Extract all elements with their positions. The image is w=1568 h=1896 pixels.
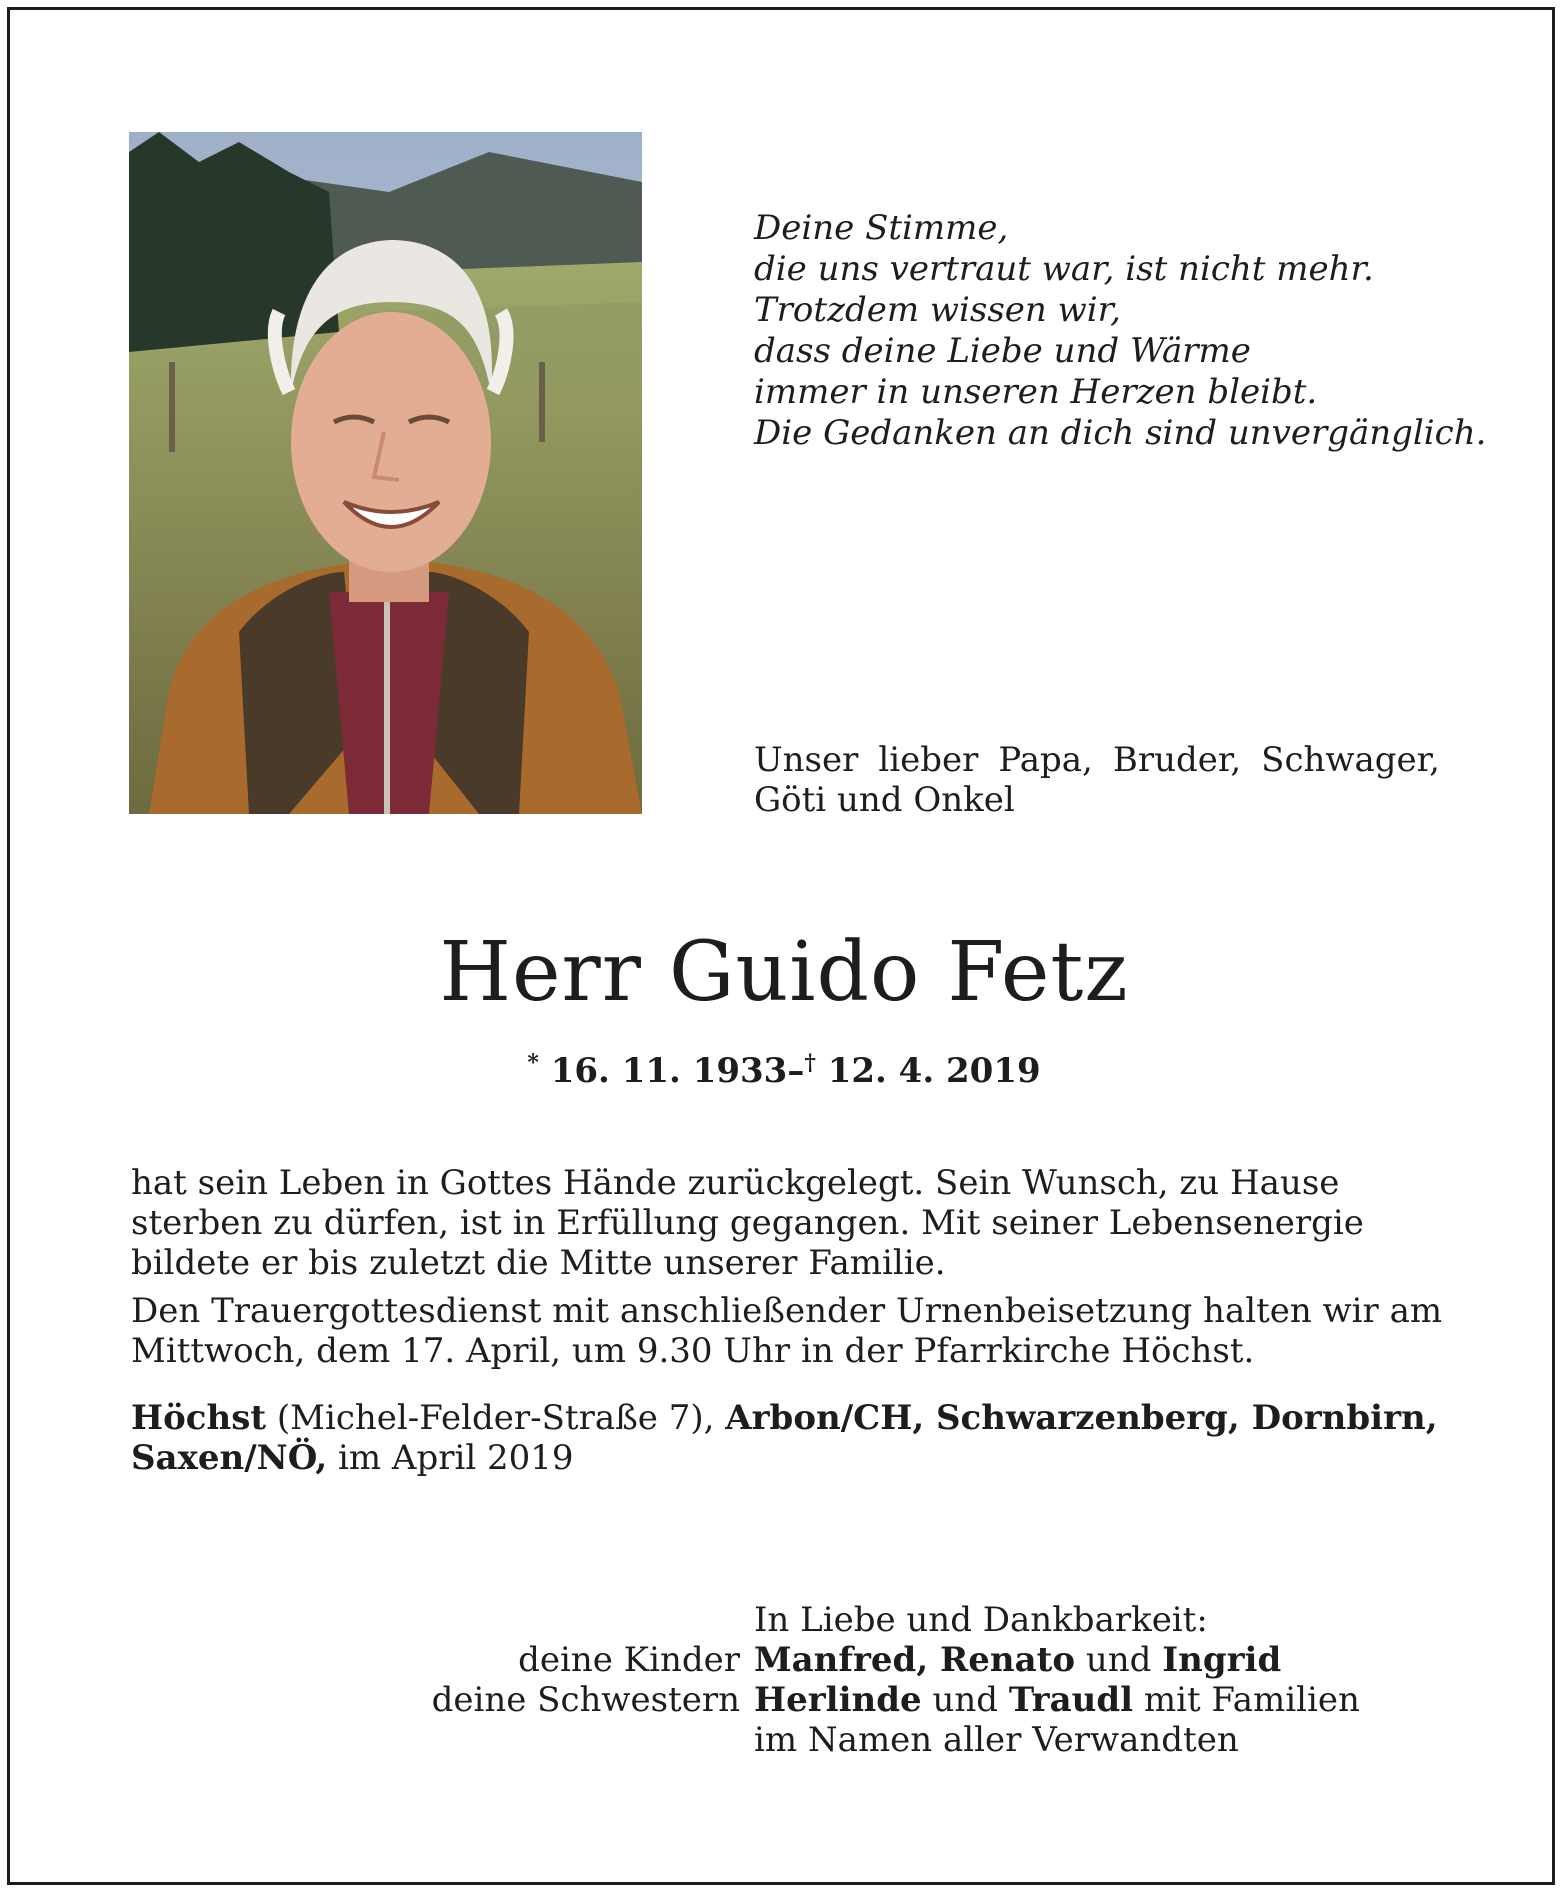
date-separator: – xyxy=(787,1051,805,1091)
sisters-label: deine Schwestern xyxy=(431,1680,740,1720)
poem-line: Die Gedanken an dich sind unvergänglich. xyxy=(754,413,1487,453)
deceased-name: Herr Guido Fetz xyxy=(439,925,1129,1020)
children-name-2: Ingrid xyxy=(1162,1640,1282,1680)
paragraph-funeral: Den Trauergottesdienst mit anschließender Urnenbeisetzung halten wir am Mittwoch, dem 17. April, um 9.30 Uhr in der Pfarrkirche Höchst. xyxy=(131,1291,1443,1371)
children-names xyxy=(754,1640,1281,1680)
poem-line: immer in unseren Herzen bleibt. xyxy=(754,372,1318,412)
signoff-relatives-row xyxy=(0,1720,1568,1760)
birth-date: 16. 11. 1933 xyxy=(550,1051,788,1091)
portrait-illustration xyxy=(129,132,642,814)
life-dates xyxy=(0,1043,1568,1091)
children-label: deine Kinder xyxy=(518,1640,740,1680)
intro-text: Unser lieber Papa, Bruder, Schwager, Göti und Onkel xyxy=(754,740,1440,820)
signoff-sisters-row xyxy=(0,1680,1568,1720)
poem-line: die uns vertraut war, ist nicht mehr. xyxy=(754,249,1374,289)
birth-symbol: * xyxy=(527,1050,539,1076)
paragraph-death: hat sein Leben in Gottes Hände zurückgelegt. Sein Wunsch, zu Hause sterben zu dürfen, ist in Erfüllung gegangen. Mit seiner Lebensenergie bildete er bis zuletzt die Mitte unserer Familie. xyxy=(131,1163,1364,1283)
signoff-heading-row xyxy=(0,1600,1568,1640)
sister-name-1: Herlinde xyxy=(754,1680,922,1720)
poem-line: dass deine Liebe und Wärme xyxy=(754,331,1251,371)
place-hoechst: Höchst xyxy=(131,1398,267,1438)
portrait-photo xyxy=(129,132,642,814)
poem-line: Trotzdem wissen wir, xyxy=(754,290,1121,330)
poem-line: Deine Stimme, xyxy=(754,208,1009,248)
death-date: 12. 4. 2019 xyxy=(827,1051,1041,1091)
sisters-names xyxy=(754,1680,1360,1720)
signoff xyxy=(0,1600,1568,1760)
sister-name-2: Traudl xyxy=(1008,1680,1134,1720)
children-name-1: Manfred, Renato xyxy=(754,1640,1076,1680)
other-places: Arbon/CH, Schwarzenberg, Dornbirn, Saxen/NÖ, xyxy=(131,1398,1438,1478)
families-text: mit Familien xyxy=(1133,1680,1360,1720)
conjunction: und xyxy=(1075,1640,1163,1680)
places-line xyxy=(131,1398,1447,1478)
place-date: im April 2019 xyxy=(327,1438,574,1478)
address: (Michel-Felder-Straße 7), xyxy=(266,1398,726,1438)
announcement-body xyxy=(131,1163,1447,1478)
death-symbol: † xyxy=(804,1050,816,1076)
signoff-children-row xyxy=(0,1640,1568,1680)
poem xyxy=(754,208,1487,454)
conjunction: und xyxy=(921,1680,1009,1720)
relatives-text: im Namen aller Verwandten xyxy=(754,1720,1239,1760)
signoff-heading: In Liebe und Dankbarkeit: xyxy=(754,1600,1208,1640)
